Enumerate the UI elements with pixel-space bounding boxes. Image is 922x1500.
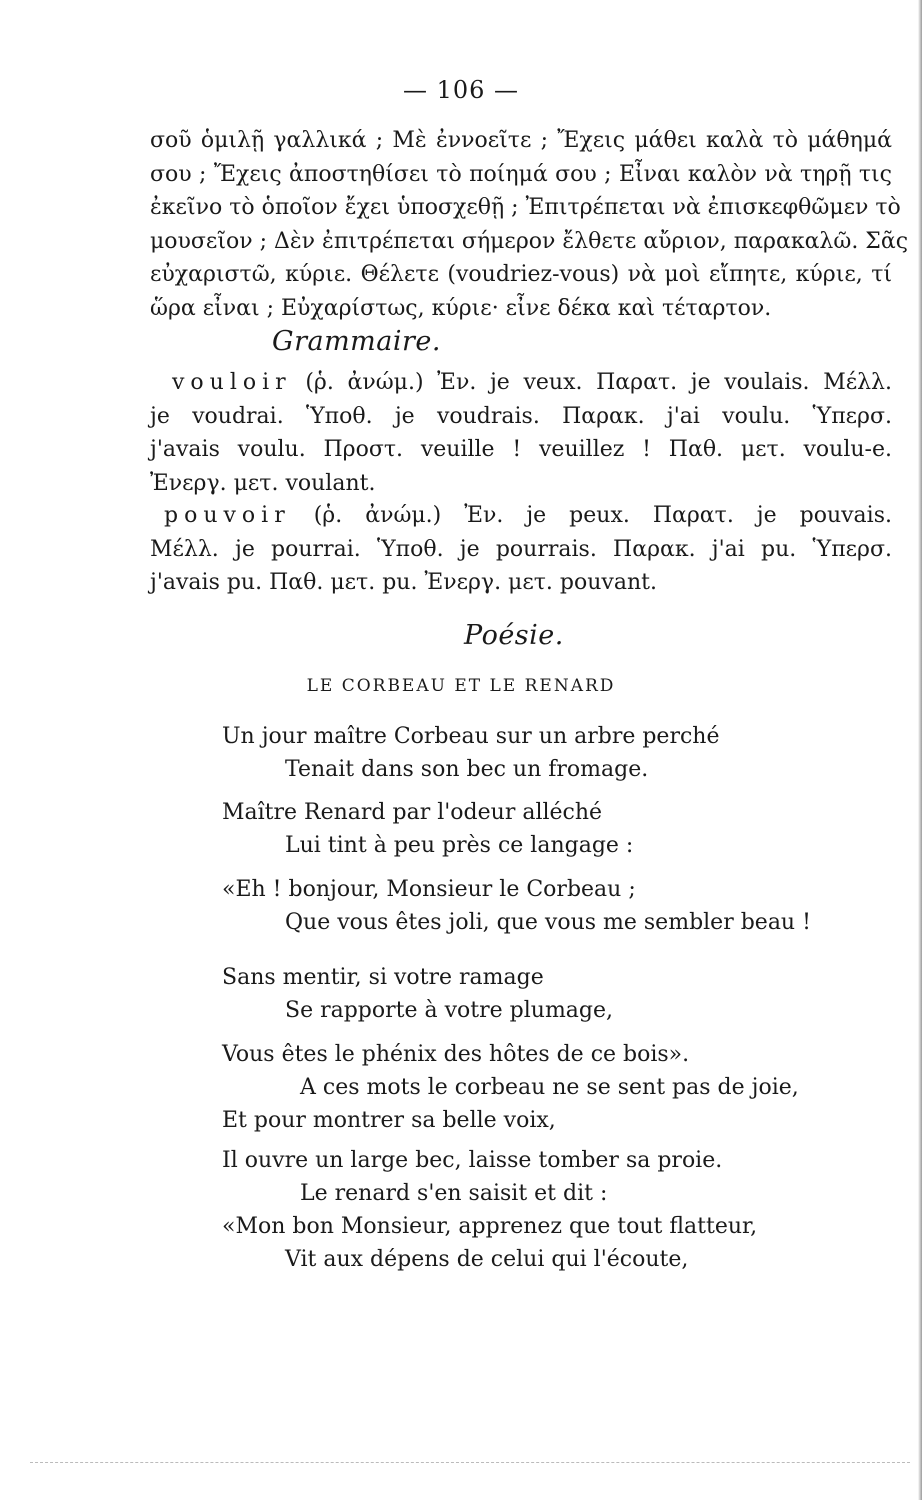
paragraph-line: εὐχαριστῶ, κύριε. Θέλετε (voudriez-vous) νὰ μοὶ εἴπητε, κύριε, τί [150,262,892,287]
poem-stanza [222,1144,902,1276]
poem-stanza [222,1038,902,1137]
poem-line: «Mon bon Monsieur, apprenez que tout flatteur, [222,1214,758,1239]
poem-line: Sans mentir, si votre ramage [222,965,544,990]
conjugation-line: je voudrai. Ὑποθ. je voudrais. Παρακ. j'ai voulu. Ὑπερσ. [150,403,892,429]
poem-line: Que vous êtes joli, que vous me sembler beau ! [285,910,811,935]
poem-line: Un jour maître Corbeau sur un arbre perché [222,724,720,749]
poem-stanza [222,720,902,786]
poem-line: Lui tint à peu près ce langage : [285,833,634,858]
page-bottom-edge [30,1462,910,1463]
poem-line: Et pour montrer sa belle voix, [222,1108,556,1133]
poem-line: Le renard s'en saisit et dit : [300,1181,608,1206]
conjugation-line: Μέλλ. je pourrai. Ὑποθ. je pourrais. Παρακ. j'ai pu. Ὑπερσ. [150,536,892,562]
poem-stanza [222,796,902,862]
conjugation-line: j'avais pu. Παθ. μετ. pu. Ἐνεργ. μετ. pouvant. [150,570,657,595]
conjugation-text: (ῥ. ἀνώμ.) Ἐν. je peux. Παρατ. je pouvais. [313,503,892,528]
pouvoir-conjugation [150,499,892,600]
poem-stanza [222,961,902,1027]
verb-vouloir: vouloir [172,370,292,395]
conjugation-line: Ἐνεργ. μετ. voulant. [150,470,376,496]
paragraph-line: σοῦ ὁμιλῇ γαλλικά ; Μὲ ἐννοεῖτε ; Ἔχεις μάθει καλὰ τὸ μάθημά [150,128,892,153]
poem-line: Maître Renard par l'odeur alléché [222,800,603,825]
conjugation-line [150,366,892,400]
conjugation-text: (ῥ. ἀνώμ.) Ἐν. je veux. Παρατ. je voulais. Μέλλ. [305,370,892,395]
poem-line: «Eh ! bonjour, Monsieur le Corbeau ; [222,877,636,902]
paragraph-line: ἐκεῖνο τὸ ὁποῖον ἔχει ὑποσχεθῇ ; Ἐπιτρέπεται νὰ ἐπισκεφθῶμεν τὸ [150,195,901,220]
paragraph-line: μουσεῖον ; Δὲν ἐπιτρέπεται σήμερον ἔλθετε αὔριον, παρακαλῶ. Σᾶς [150,228,909,254]
paragraph-line: ὥρα εἶναι ; Εὐχαρίστως, κύριε· εἶνε δέκα καὶ τέταρτον. [150,295,772,321]
poem-title: LE CORBEAU ET LE RENARD [306,676,616,696]
greek-exercise-paragraph [150,124,909,325]
vouloir-conjugation [150,366,892,500]
grammar-heading: Grammaire. [272,326,441,357]
verb-pouvoir: pouvoir [164,503,291,528]
page-number: — 106 — [402,76,520,104]
poem-line: Vous êtes le phénix des hôtes de ce bois». [222,1042,690,1067]
poem-line: A ces mots le corbeau ne se sent pas de joie, [300,1075,799,1100]
poem-line: Tenait dans son bec un fromage. [285,757,649,782]
conjugation-line [150,499,892,533]
poem-line: Il ouvre un large bec, laisse tomber sa proie. [222,1148,723,1173]
paragraph-line: σου ; Ἔχεις ἀποστηθίσει τὸ ποίημά σου ; Εἶναι καλὸν νὰ τηρῇ τις [150,161,892,187]
poem-line: Vit aux dépens de celui qui l'écoute, [285,1247,689,1272]
poem-line: Se rapporte à votre plumage, [285,998,614,1023]
conjugation-line: j'avais voulu. Προστ. veuille ! veuillez ! Παθ. μετ. voulu-e. [150,437,892,462]
poetry-heading: Poésie. [464,620,564,651]
poem-stanza [222,873,902,939]
page-binding-shadow [918,0,922,1500]
